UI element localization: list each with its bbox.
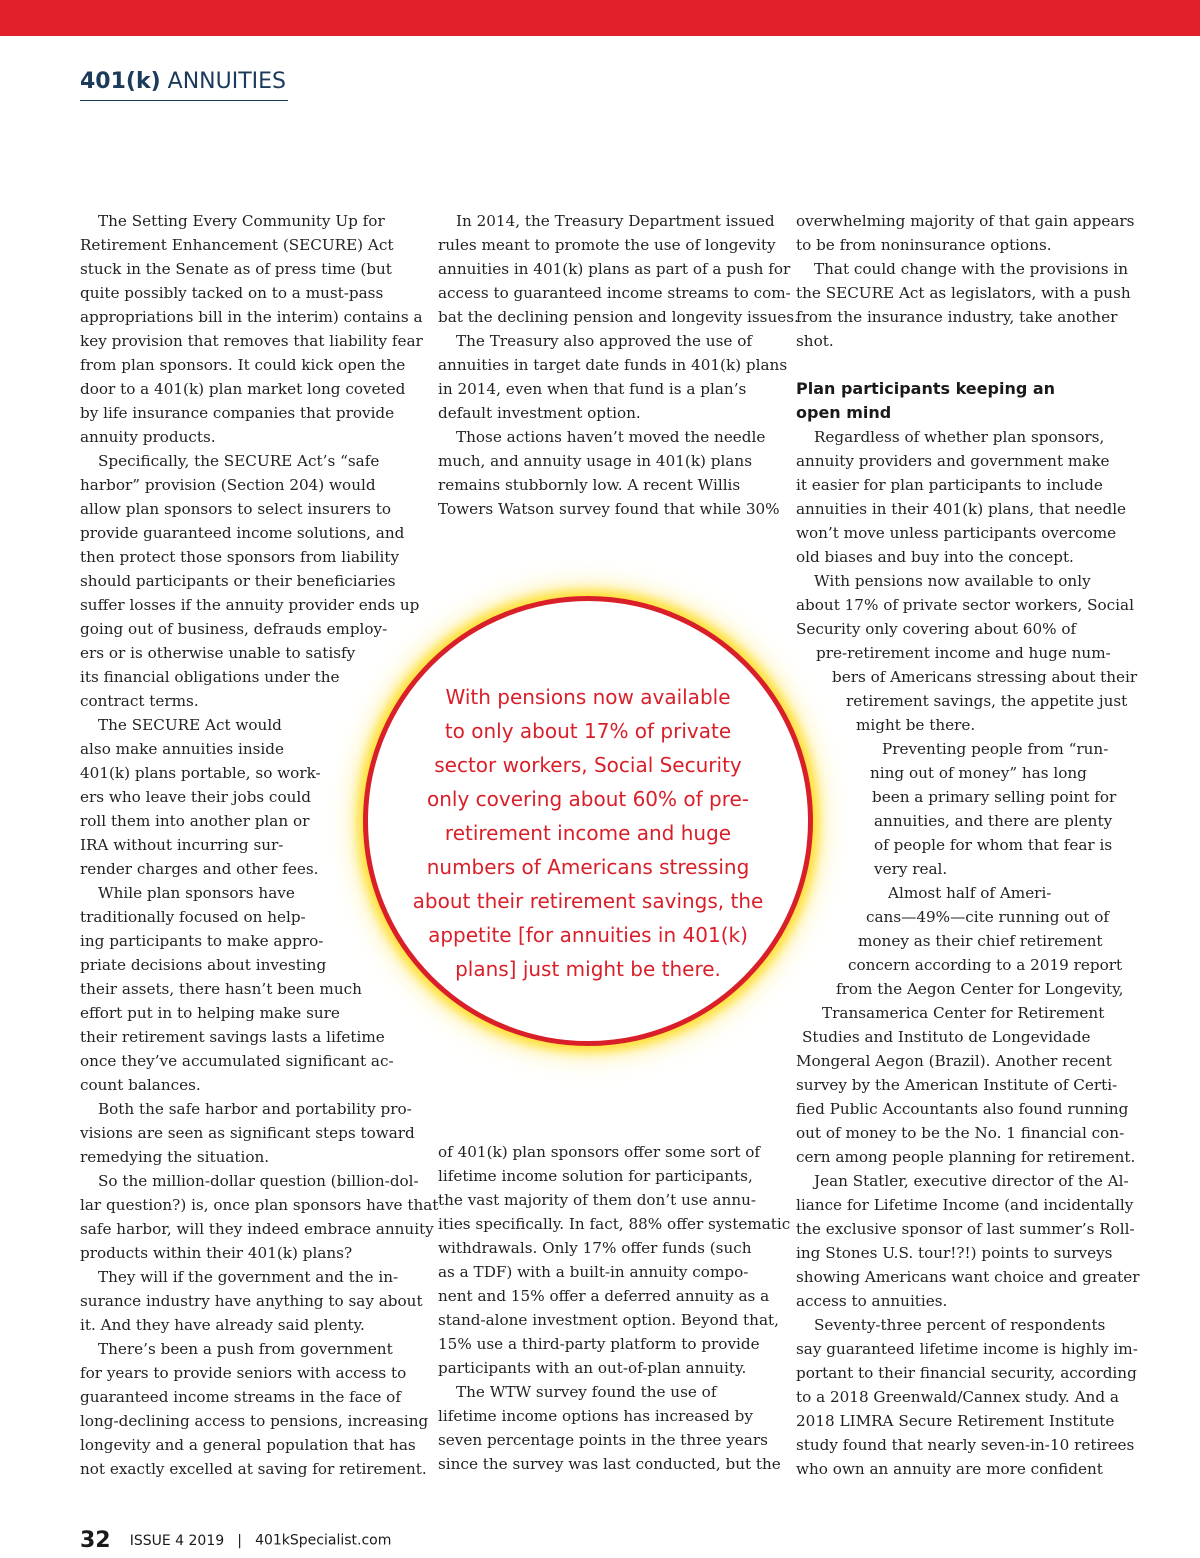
pullquote-text xyxy=(398,680,778,986)
article-paragraph xyxy=(796,209,1135,257)
text-line: lifetime income options has increased by xyxy=(438,1407,753,1425)
text-line: annuities in 401(k) plans as part of a push for xyxy=(438,260,791,278)
text-line: So the million-dollar question (billion-dol- xyxy=(98,1172,419,1190)
text-line: longevity and a general population that has xyxy=(80,1436,416,1454)
text-line: provide guaranteed income solutions, and xyxy=(80,524,405,542)
article-paragraph xyxy=(80,1265,423,1337)
text-line: There’s been a push from government xyxy=(98,1340,393,1358)
text-line: lar question?) is, once plan sponsors have that xyxy=(80,1196,439,1214)
text-line: annuity products. xyxy=(80,428,216,446)
text-line: quite possibly tacked on to a must-pass xyxy=(80,284,384,302)
text-line: survey by the American Institute of Certi- xyxy=(796,1076,1118,1094)
pullquote-line: about their retirement savings, the xyxy=(412,889,764,913)
text-line: cans—49%—cite running out of xyxy=(866,908,1109,926)
section-header-rest: ANNUITIES xyxy=(167,69,287,94)
text-line: might be there. xyxy=(856,716,976,734)
pullquote-line: retirement income and huge xyxy=(444,821,732,845)
text-line: visions are seen as significant steps toward xyxy=(80,1124,415,1142)
text-line: roll them into another plan or xyxy=(80,812,310,830)
text-line: since the survey was last conducted, but the xyxy=(438,1455,781,1473)
text-line: access to annuities. xyxy=(796,1292,948,1310)
text-line: annuities in target date funds in 401(k) plans xyxy=(438,356,788,374)
article-paragraph xyxy=(80,209,423,449)
text-line: allow plan sponsors to select insurers to xyxy=(80,500,391,518)
text-line: remedying the situation. xyxy=(80,1148,270,1166)
text-line: been a primary selling point for xyxy=(872,788,1117,806)
section-header-bold: 401(k) xyxy=(80,69,161,94)
text-line: harbor” provision (Section 204) would xyxy=(80,476,376,494)
text-line: Those actions haven’t moved the needle xyxy=(456,428,766,446)
text-line: products within their 401(k) plans? xyxy=(80,1244,353,1262)
text-line: IRA without incurring sur- xyxy=(80,836,284,854)
text-line: participants with an out-of-plan annuity. xyxy=(438,1359,747,1377)
text-line: much, and annuity usage in 401(k) plans xyxy=(438,452,752,470)
text-line: guaranteed income streams in the face of xyxy=(80,1388,401,1406)
text-line: Regardless of whether plan sponsors, xyxy=(814,428,1105,446)
subheading-line: open mind xyxy=(796,403,892,422)
text-line: safe harbor, will they indeed embrace annuity xyxy=(80,1220,434,1238)
text-line: out of money to be the No. 1 financial con- xyxy=(796,1124,1125,1142)
article-paragraph xyxy=(438,209,799,329)
text-line: 2018 LIMRA Secure Retirement Institute xyxy=(796,1412,1115,1430)
text-line: going out of business, defrauds employ- xyxy=(80,620,388,638)
pullquote-line: plans] just might be there. xyxy=(455,957,721,981)
text-line: from the insurance industry, take another xyxy=(796,308,1118,326)
article-column-1 xyxy=(80,209,439,1481)
text-line: of people for whom that fear is xyxy=(874,836,1113,854)
text-line: The SECURE Act would xyxy=(98,716,282,734)
text-line: The WTW survey found the use of xyxy=(456,1383,717,1401)
text-line: remains stubbornly low. A recent Willis xyxy=(438,476,741,494)
text-line: its financial obligations under the xyxy=(80,668,340,686)
text-line: With pensions now available to only xyxy=(814,572,1091,590)
text-line: it easier for plan participants to include xyxy=(796,476,1103,494)
pullquote-line: sector workers, Social Security xyxy=(434,753,742,777)
text-line: the SECURE Act as legislators, with a push xyxy=(796,284,1131,302)
text-line: contract terms. xyxy=(80,692,199,710)
text-line: ning out of money” has long xyxy=(870,764,1087,782)
text-line: door to a 401(k) plan market long coveted xyxy=(80,380,406,398)
text-line: stuck in the Senate as of press time (but xyxy=(80,260,392,278)
text-line: annuities, and there are plenty xyxy=(874,812,1113,830)
text-line: nent and 15% offer a deferred annuity as a xyxy=(438,1287,770,1305)
text-line: count balances. xyxy=(80,1076,201,1094)
text-line: also make annuities inside xyxy=(80,740,284,758)
text-line: not exactly excelled at saving for retirement. xyxy=(80,1460,427,1478)
text-line: then protect those sponsors from liability xyxy=(80,548,400,566)
subheading xyxy=(796,377,1121,425)
article-column-2-top xyxy=(438,209,799,521)
article-paragraph xyxy=(796,881,1136,1169)
article-paragraph xyxy=(438,329,788,425)
text-line: old biases and buy into the concept. xyxy=(796,548,1074,566)
text-line: by life insurance companies that provide xyxy=(80,404,395,422)
article-paragraph xyxy=(796,257,1131,353)
text-line: Seventy-three percent of respondents xyxy=(814,1316,1106,1334)
text-line: The Setting Every Community Up for xyxy=(98,212,385,230)
text-line: key provision that removes that liability fear xyxy=(80,332,423,350)
text-line: ities specifically. In fact, 88% offer systematic xyxy=(438,1215,791,1233)
text-line: once they’ve accumulated significant ac- xyxy=(80,1052,394,1070)
text-line: Transamerica Center for Retirement xyxy=(822,1004,1105,1022)
article-paragraph xyxy=(438,1380,781,1476)
text-line: suffer losses if the annuity provider ends up xyxy=(80,596,420,614)
text-line: money as their chief retirement xyxy=(858,932,1103,950)
text-line: Almost half of Ameri- xyxy=(888,884,1052,902)
text-line: Security only covering about 60% of xyxy=(796,620,1077,638)
page-number: 32 xyxy=(80,1528,111,1553)
text-line: from plan sponsors. It could kick open the xyxy=(80,356,406,374)
article-paragraph xyxy=(796,425,1127,569)
text-line: about 17% of private sector workers, Social xyxy=(796,596,1134,614)
text-line: ing Stones U.S. tour!?!) points to surveys xyxy=(796,1244,1113,1262)
text-line: of 401(k) plan sponsors offer some sort of xyxy=(438,1143,761,1161)
article-paragraph xyxy=(80,713,405,881)
text-line: 15% use a third-party platform to provide xyxy=(438,1335,760,1353)
text-line: default investment option. xyxy=(438,404,641,422)
text-line: overwhelming majority of that gain appears xyxy=(796,212,1135,230)
text-line: pre-retirement income and huge num- xyxy=(816,644,1111,662)
text-line: access to guaranteed income streams to com- xyxy=(438,284,791,302)
text-line: long-declining access to pensions, increasing xyxy=(80,1412,429,1430)
article-paragraph xyxy=(796,737,1121,881)
text-line: cern among people planning for retirement. xyxy=(796,1148,1136,1166)
text-line: Specifically, the SECURE Act’s “safe xyxy=(98,452,380,470)
page-footer xyxy=(80,1528,391,1558)
text-line: their retirement savings lasts a lifetime xyxy=(80,1028,385,1046)
text-line: for years to provide seniors with access to xyxy=(80,1364,407,1382)
article-paragraph xyxy=(80,881,405,1097)
text-line: it. And they have already said plenty. xyxy=(80,1316,365,1334)
text-line: the exclusive sponsor of last summer’s Roll- xyxy=(796,1220,1135,1238)
text-line: Mongeral Aegon (Brazil). Another recent xyxy=(796,1052,1112,1070)
text-line: That could change with the provisions in xyxy=(814,260,1129,278)
article-paragraph xyxy=(796,1169,1140,1313)
pullquote-line: appetite [for annuities in 401(k) xyxy=(428,923,748,947)
text-line: ers who leave their jobs could xyxy=(80,788,311,806)
footer-separator: | xyxy=(237,1532,242,1549)
text-line: who own an annuity are more confident xyxy=(796,1460,1103,1478)
text-line: They will if the government and the in- xyxy=(98,1268,399,1286)
article-paragraph xyxy=(438,425,780,521)
text-line: annuity providers and government make xyxy=(796,452,1110,470)
text-line: in 2014, even when that fund is a plan’s xyxy=(438,380,747,398)
text-line: rules meant to promote the use of longevity xyxy=(438,236,776,254)
article-paragraph xyxy=(796,569,1138,737)
text-line: to be from noninsurance options. xyxy=(796,236,1052,254)
article-paragraph xyxy=(80,1097,415,1169)
text-line: liance for Lifetime Income (and incidentally xyxy=(796,1196,1134,1214)
text-line: bers of Americans stressing about their xyxy=(832,668,1138,686)
text-line: won’t move unless participants overcome xyxy=(796,524,1117,542)
section-header xyxy=(80,66,288,101)
text-line: withdrawals. Only 17% offer funds (such xyxy=(438,1239,752,1257)
text-line: stand-alone investment option. Beyond that, xyxy=(438,1311,779,1329)
text-line: bat the declining pension and longevity issues. xyxy=(438,308,799,326)
text-line: Studies and Instituto de Longevidade xyxy=(802,1028,1091,1046)
article-paragraph xyxy=(796,1313,1138,1481)
text-line: portant to their financial security, according xyxy=(796,1364,1137,1382)
text-line: Both the safe harbor and portability pro- xyxy=(98,1100,412,1118)
text-line: effort put in to helping make sure xyxy=(80,1004,340,1022)
article-paragraph xyxy=(438,1140,791,1380)
text-line: retirement savings, the appetite just xyxy=(846,692,1128,710)
text-line: say guaranteed lifetime income is highly im- xyxy=(796,1340,1138,1358)
text-line: 401(k) plans portable, so work- xyxy=(80,764,321,782)
text-line: Jean Statler, executive director of the Al- xyxy=(814,1172,1129,1190)
text-line: annuities in their 401(k) plans, that needle xyxy=(796,500,1127,518)
subheading-line: Plan participants keeping an xyxy=(796,379,1056,398)
text-line: lifetime income solution for participants, xyxy=(438,1167,753,1185)
pullquote-line: to only about 17% of private xyxy=(444,719,732,743)
text-line: seven percentage points in the three years xyxy=(438,1431,768,1449)
text-line: their assets, there hasn’t been much xyxy=(80,980,362,998)
text-line: shot. xyxy=(796,332,834,350)
article-paragraph xyxy=(80,449,420,713)
text-line: Retirement Enhancement (SECURE) Act xyxy=(80,236,394,254)
text-line: should participants or their beneficiaries xyxy=(80,572,396,590)
text-line: Towers Watson survey found that while 30% xyxy=(438,500,780,518)
pullquote-line: With pensions now available xyxy=(445,685,731,709)
issue-label: ISSUE 4 2019 xyxy=(129,1532,225,1549)
site-link[interactable]: 401kSpecialist.com xyxy=(255,1532,392,1549)
text-line: In 2014, the Treasury Department issued xyxy=(456,212,775,230)
text-line: showing Americans want choice and greater xyxy=(796,1268,1140,1286)
text-line: While plan sponsors have xyxy=(98,884,295,902)
text-line: the vast majority of them don’t use annu- xyxy=(438,1191,757,1209)
article-paragraph xyxy=(80,1337,429,1481)
text-line: ing participants to make appro- xyxy=(80,932,324,950)
text-line: surance industry have anything to say about xyxy=(80,1292,423,1310)
text-line: ers or is otherwise unable to satisfy xyxy=(80,644,356,662)
text-line: fied Public Accountants also found running xyxy=(796,1100,1129,1118)
text-line: study found that nearly seven-in-10 retirees xyxy=(796,1436,1135,1454)
pullquote-line: only covering about 60% of pre- xyxy=(426,787,750,811)
text-line: appropriations bill in the interim) contains a xyxy=(80,308,423,326)
text-line: priate decisions about investing xyxy=(80,956,327,974)
text-line: The Treasury also approved the use of xyxy=(456,332,752,350)
text-line: render charges and other fees. xyxy=(80,860,319,878)
text-line: to a 2018 Greenwald/Cannex study. And a xyxy=(796,1388,1119,1406)
text-line: from the Aegon Center for Longevity, xyxy=(836,980,1124,998)
text-line: concern according to a 2019 report xyxy=(848,956,1123,974)
article-column-3 xyxy=(796,209,1140,1481)
article-column-2-bottom xyxy=(438,1140,791,1476)
text-line: very real. xyxy=(874,860,948,878)
top-color-bar xyxy=(0,0,1200,36)
article-paragraph xyxy=(80,1169,439,1265)
pullquote-line: numbers of Americans stressing xyxy=(426,855,750,879)
text-line: traditionally focused on help- xyxy=(80,908,306,926)
text-line: Preventing people from “run- xyxy=(882,740,1109,758)
text-line: as a TDF) with a built-in annuity compo- xyxy=(438,1263,749,1281)
